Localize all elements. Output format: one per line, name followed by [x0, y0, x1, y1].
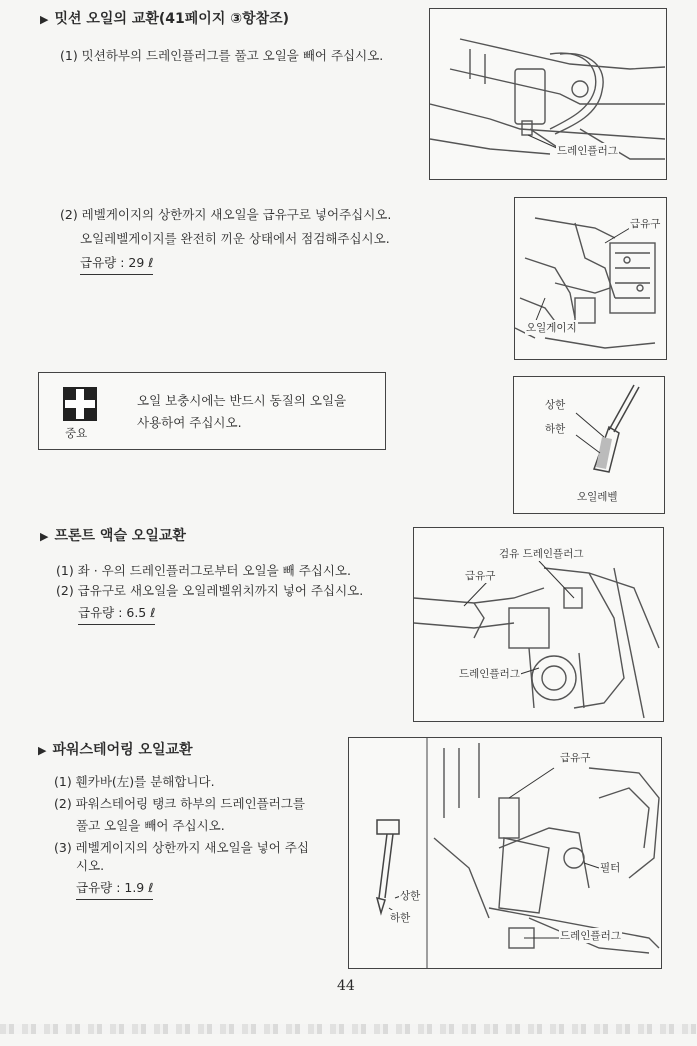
lower-limit-label: 하한 [390, 912, 411, 924]
inspection-drain-plug-label: 검유 드레인플러그 [499, 548, 584, 560]
section-title-text: 프론트 액슬 오일교환 [54, 528, 186, 544]
important-label: 중요 [65, 426, 88, 440]
oil-gauge-label: 오일게이지 [526, 322, 577, 334]
drain-plug-label: 드레인플러그 [560, 930, 621, 942]
oil-level-label: 오일레벨 [577, 491, 618, 503]
fill-port-label: 급유구 [465, 570, 496, 582]
important-text-line2: 사용하여 주십시오. [137, 415, 242, 430]
scan-noise-strip [0, 1024, 697, 1034]
step-line: 오일레벨게이지를 완전히 끼운 상태에서 점검해주십시오. [80, 231, 390, 246]
lower-limit-label: 하한 [545, 423, 566, 435]
step-line: (2) 파워스테어링 탱크 하부의 드레인플러그를 [54, 796, 305, 811]
important-notice-box [38, 372, 386, 450]
section-title-transmission [40, 8, 289, 28]
filter-label: 필터 [600, 862, 621, 874]
capacity-text: 급유량 : 1.9 ℓ [76, 880, 153, 900]
step-line: 풀고 오일을 빼어 주십시오. [76, 818, 225, 833]
cross-icon [63, 387, 97, 421]
transmission-drain-illustration [430, 9, 666, 179]
capacity-text: 급유량 : 29 ℓ [80, 255, 153, 275]
figure-transmission-fill [514, 197, 667, 360]
triangle-bullet-icon: ▶ [40, 13, 49, 26]
important-text-line1: 오일 보충시에는 반드시 동질의 오일을 [137, 393, 347, 408]
step-line: (2) 급유구로 새오일을 오일레벨위치까지 넣어 주십시오. [56, 583, 364, 598]
figure-power-steering [348, 737, 662, 969]
step-line: (1) 좌 · 우의 드레인플러그로부터 오일을 빼 주십시오. [56, 563, 351, 578]
figure-front-axle [413, 527, 664, 722]
drain-plug-label: 드레인플러그 [557, 145, 618, 157]
section-title-power-steering [38, 739, 193, 759]
capacity-transmission [80, 253, 153, 271]
section-title-front-axle [40, 525, 186, 545]
fill-port-label: 급유구 [560, 752, 591, 764]
step-line: (3) 레벨게이지의 상한까지 새오일을 넣어 주십 [54, 840, 309, 855]
step-line: (1) 밋션하부의 드레인플러그를 풀고 오일을 빼어 주십시오. [60, 48, 384, 63]
step-line: (1) 휀카바(左)를 분해합니다. [54, 774, 215, 789]
page-number: 44 [337, 978, 355, 994]
figure-transmission-drain [429, 8, 667, 180]
upper-limit-label: 상한 [545, 399, 566, 411]
capacity-front-axle [78, 603, 155, 621]
step-line: (2) 레벨게이지의 상한까지 새오일을 급유구로 넣어주십시오. [60, 207, 392, 222]
upper-limit-label: 상한 [400, 890, 421, 902]
capacity-text: 급유량 : 6.5 ℓ [78, 605, 155, 625]
fill-port-label: 급유구 [630, 218, 661, 230]
figure-oil-level-gauge [513, 376, 665, 514]
drain-plug-label: 드레인플러그 [459, 668, 520, 680]
triangle-bullet-icon: ▶ [40, 530, 49, 543]
section-title-text: 파워스테어링 오일교환 [52, 742, 193, 758]
section-title-text: 밋션 오일의 교환(41페이지 ③항참조) [54, 11, 290, 27]
step-line: 시오. [76, 858, 105, 873]
triangle-bullet-icon: ▶ [38, 744, 47, 757]
capacity-power-steering [76, 878, 153, 896]
